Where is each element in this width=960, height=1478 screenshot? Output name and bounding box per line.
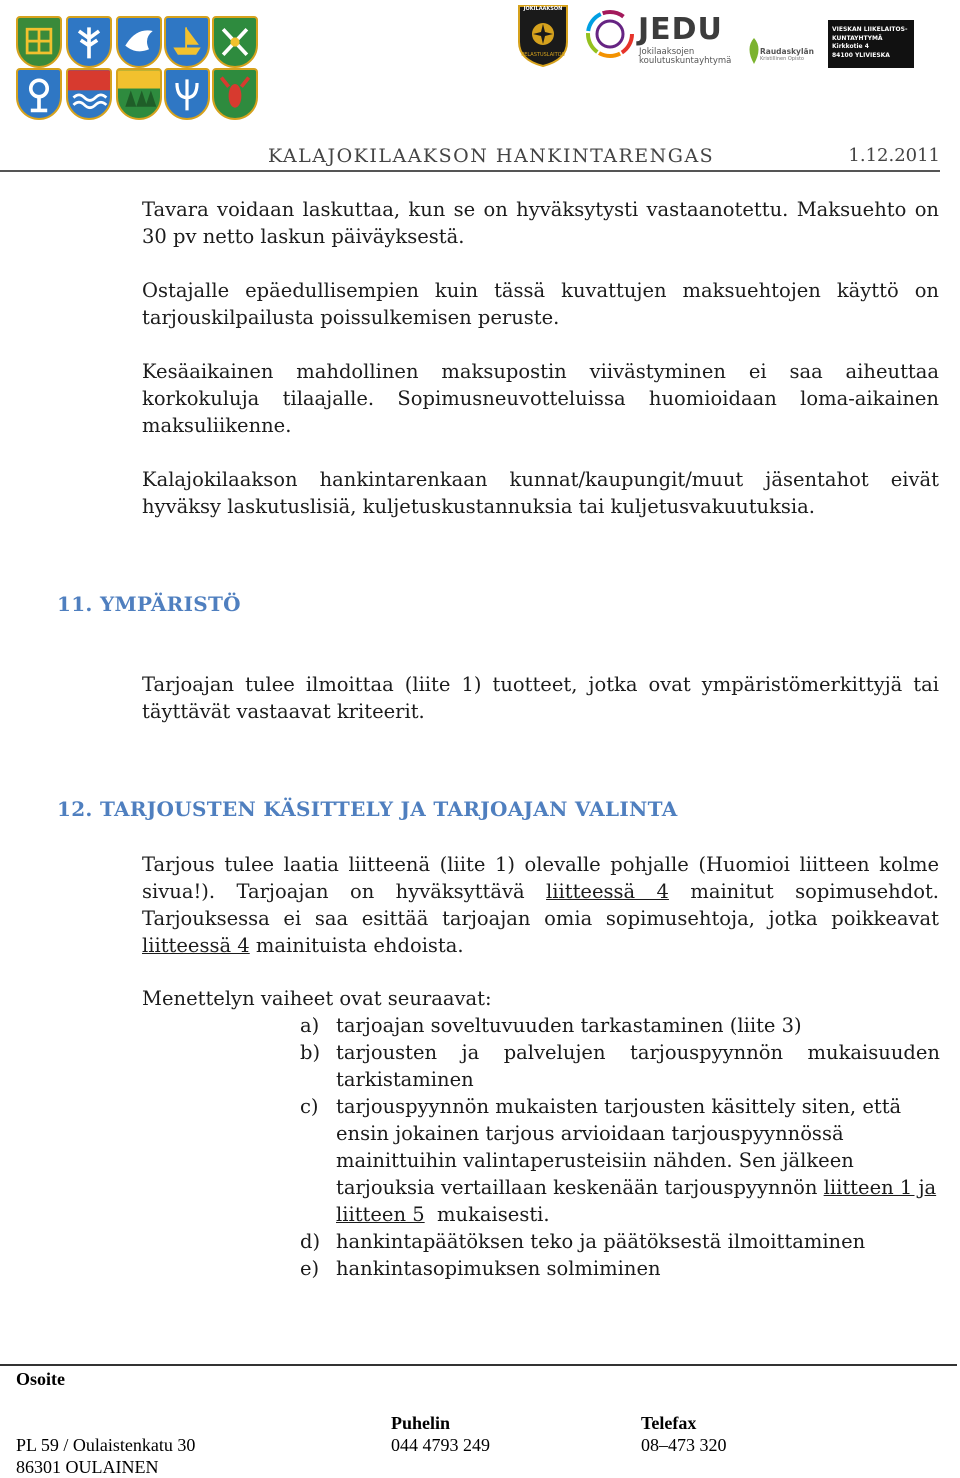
list-item [300, 1039, 940, 1093]
footer-rule [0, 1364, 957, 1366]
steps-intro [142, 985, 939, 1012]
paragraph-bid-form [142, 851, 939, 959]
list-marker: c) [300, 1095, 319, 1118]
footer-address-line2: 86301 OULAINEN [16, 1457, 159, 1477]
vieskan-line4: 84100 YLIVIESKA [832, 51, 890, 59]
list-marker: e) [300, 1257, 320, 1280]
steps-intro-text: Menettelyn vaiheet ovat seuraavat: [142, 987, 492, 1010]
vieskan-line2: KUNTAYHTYMÄ [832, 34, 883, 42]
crest-tree-icon [66, 16, 112, 68]
footer-fax-label: Telefax [641, 1413, 697, 1433]
link-liite-5[interactable]: liitteen 5 [336, 1203, 425, 1226]
steps-list [300, 1012, 940, 1282]
paragraph-environment [142, 671, 939, 725]
p6b-text-2: mainitut sopimusehdot. [690, 880, 939, 903]
jedu-sub2: koulutuskuntayhtymä [639, 56, 732, 66]
crest-ship-icon [164, 16, 210, 68]
list-line [336, 1201, 940, 1228]
paragraph-no-surcharges [142, 466, 939, 520]
heading-bid-processing: 12. TARJOUSTEN KÄSITTELY JA TARJOAJAN VALINTA [57, 797, 678, 821]
paragraph-exclusion [142, 277, 939, 331]
list-marker: b) [300, 1041, 321, 1064]
p5-line: täyttävät vastaavat kriteerit. [142, 700, 425, 723]
header-title: KALAJOKILAAKSON HANKINTARENGAS [268, 145, 715, 167]
crest-trident-icon [164, 68, 210, 120]
list-item [300, 1093, 940, 1228]
footer-phone-label: Puhelin [391, 1413, 451, 1433]
list-item [300, 1255, 940, 1282]
vieskan-line1: VIESKAN LIIKELAITOS- [832, 26, 908, 33]
pelastuslaitos-bottom-text: PELASTUSLAITOS [521, 52, 565, 58]
list-marker: d) [300, 1230, 321, 1253]
p1-line: 30 pv netto laskun päiväyksestä. [142, 225, 465, 248]
list-line: mainittuihin valintaperusteisiin nähden. Sen jälkeen [336, 1149, 854, 1172]
list-line-text: tarjouksia vertaillaan keskenään tarjouspyynnön [336, 1176, 818, 1199]
raudaskyla-name: Raudaskylän [760, 47, 814, 56]
crest-crossed-arrows-icon [212, 16, 258, 68]
list-marker: a) [300, 1014, 320, 1037]
jedu-name: JEDU [638, 12, 723, 47]
link-liite-1[interactable]: liitteen 1 ja [823, 1176, 937, 1199]
jedu-subtitle [639, 48, 731, 66]
jedu-sub1: Jokilaaksojen [639, 47, 695, 57]
p2-line: tarjouskilpailusta poissulkemisen peruste. [142, 306, 560, 329]
list-line: tarkistaminen [336, 1068, 474, 1091]
crest-key-icon [16, 68, 62, 120]
list-line: tarjouspyynnön mukaisten tarjousten käsittely siten, että [336, 1095, 902, 1118]
p6-line [142, 878, 939, 905]
jedu-swirl-icon [584, 8, 636, 60]
p4-line: hyväksy laskutuslisiä, kuljetuskustannuksia tai kuljetusvakuutuksia. [142, 495, 815, 518]
list-line [336, 1174, 940, 1201]
paragraph-summer-mail [142, 358, 939, 439]
crest-crayfish-icon [212, 68, 258, 120]
p6b-text: sivua!). Tarjoajan on hyväksyttävä [142, 880, 525, 903]
crest-flames-icon [66, 68, 112, 120]
p6-line [142, 932, 939, 959]
list-line: ensin jokainen tarjous arvioidaan tarjouspyynnössä [336, 1122, 844, 1145]
p6d-text: mainituista ehdoista. [255, 934, 464, 957]
list-line: hankintapäätöksen teko ja päätöksestä ilmoittaminen [336, 1230, 866, 1253]
footer-address-line1: PL 59 / Oulaistenkatu 30 [16, 1435, 196, 1455]
header-date: 1.12.2011 [848, 145, 940, 166]
footer-phone: 044 4793 249 [391, 1435, 490, 1455]
vieskan-line3: Kirkkotie 4 [832, 43, 869, 50]
link-liite-4-second[interactable]: liitteessä 4 [142, 934, 250, 957]
footer-fax: 08–473 320 [641, 1435, 727, 1455]
crest-swan-icon [116, 16, 162, 68]
list-item [300, 1012, 940, 1039]
link-liite-4[interactable]: liitteessä 4 [546, 880, 669, 903]
p3-line: korkokuluja tilaajalle. Sopimusneuvotteluissa huomioidaan loma-aikainen [142, 387, 939, 410]
p3-line: maksuliikenne. [142, 414, 292, 437]
vieskan-logo-text [832, 26, 907, 60]
footer-address-label: Osoite [16, 1369, 65, 1389]
p6-line: Tarjous tulee laatia liitteenä (liite 1) olevalle pohjalle (Huomioi liitteen kolme [142, 853, 939, 876]
p1-line: Tavara voidaan laskuttaa, kun se on hyväksytysti vastaanotettu. Maksuehto on [142, 198, 939, 221]
list-item [300, 1228, 940, 1255]
p5-line: Tarjoajan tulee ilmoittaa (liite 1) tuotteet, jotka ovat ympäristömerkittyjä tai [142, 673, 939, 696]
header-rule [0, 170, 940, 172]
p6-line: Tarjouksessa ei saa esittää tarjoajan omia sopimusehtoja, jotka poikkeavat [142, 907, 939, 930]
p4-line: Kalajokilaakson hankintarenkaan kunnat/kaupungit/muut jäsentahot eivät [142, 468, 939, 491]
list-line: hankintasopimuksen solmiminen [336, 1257, 661, 1280]
pelastuslaitos-top-text: JOKILAAKSON [523, 6, 563, 12]
crest-trees-icon [116, 68, 162, 120]
list-line: tarjousten ja palvelujen tarjouspyynnön mukaisuuden [336, 1041, 940, 1064]
list-line-text: mukaisesti. [437, 1203, 550, 1226]
p3-line: Kesäaikainen mahdollinen maksupostin viivästyminen ei saa aiheuttaa [142, 360, 939, 383]
heading-environment: 11. YMPÄRISTÖ [57, 592, 241, 616]
list-line: tarjoajan soveltuvuuden tarkastaminen (liite 3) [336, 1014, 802, 1037]
crest-gate-icon [16, 16, 62, 68]
p2-line: Ostajalle epäedullisempien kuin tässä kuvattujen maksuehtojen käyttö on [142, 279, 939, 302]
paragraph-payment-terms [142, 196, 939, 250]
raudaskyla-sub: Kristillinen Opisto [760, 56, 804, 62]
